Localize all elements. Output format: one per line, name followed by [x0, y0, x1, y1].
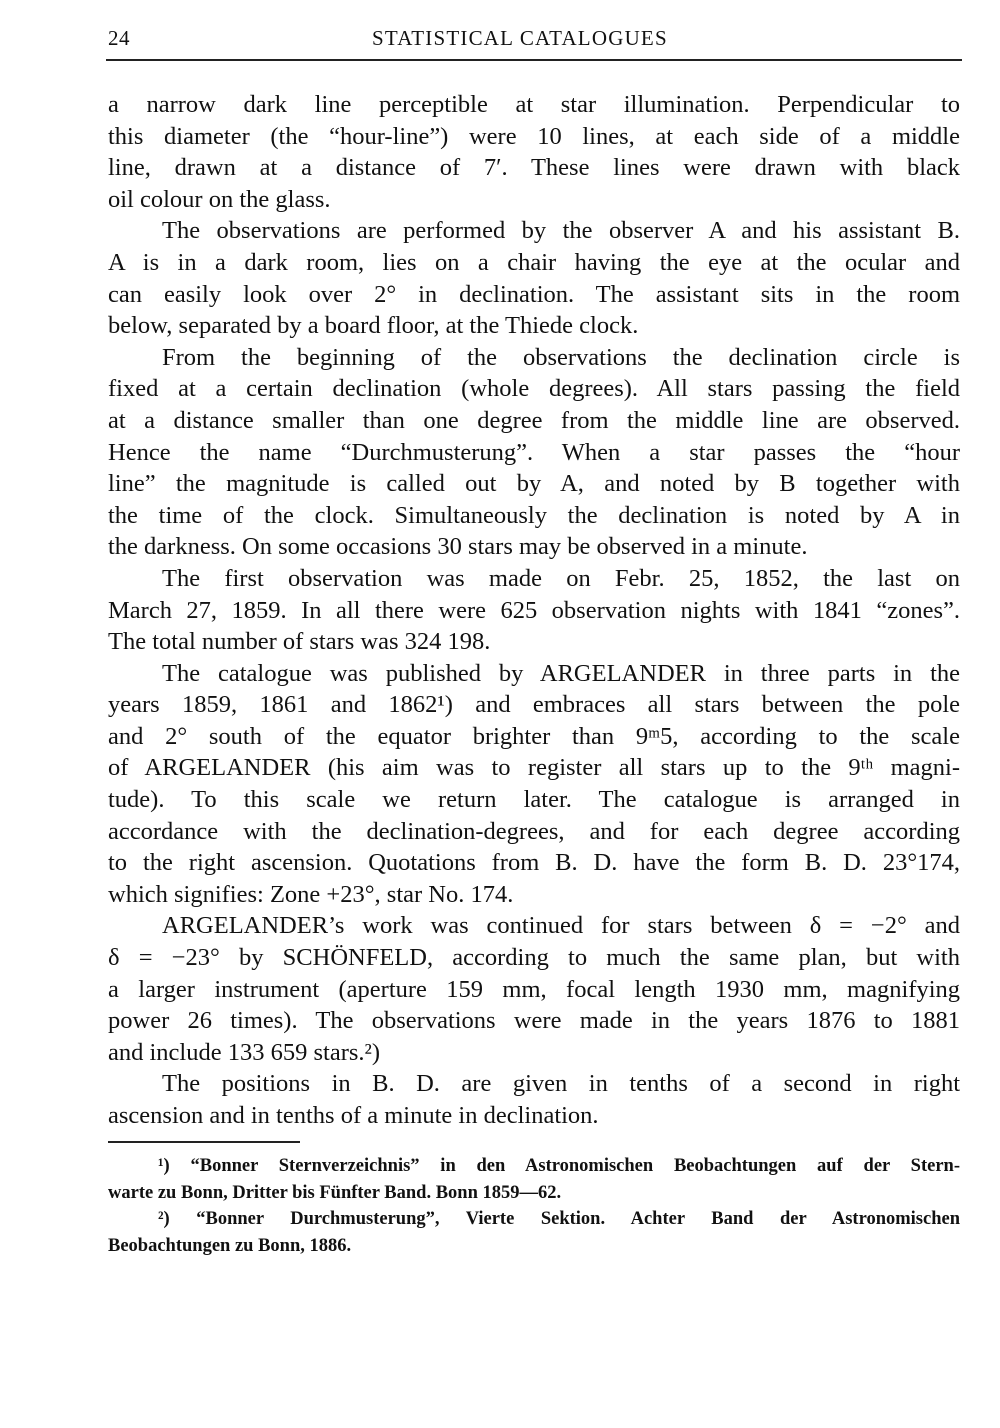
text-line: years 1859, 1861 and 1862¹) and embraces all stars between the pole — [108, 691, 960, 719]
header-rule — [106, 59, 962, 61]
footnote — [108, 1206, 960, 1259]
text-line: a larger instrument (aperture 159 mm, focal length 1930 mm, magnifying — [108, 975, 960, 1003]
text-line: The first observation was made on Febr. 25, 1852, the last on — [162, 564, 960, 592]
text-line: fixed at a certain declination (whole degrees). All stars passing the field — [108, 375, 960, 403]
text-line: the darkness. On some occasions 30 stars may be observed in a minute. — [108, 533, 808, 561]
running-head: STATISTICAL CATALOGUES — [372, 26, 668, 50]
footnote-line: ²) “Bonner Durchmusterung”, Vierte Sektion. Achter Band der Astronomischen — [158, 1209, 960, 1229]
text-line: The positions in B. D. are given in tenths of a second in right — [162, 1070, 960, 1098]
text-line: of ARGELANDER (his aim was to register all stars up to the 9ᵗʰ magni- — [108, 754, 960, 782]
text-line: to the right ascension. Quotations from B. D. have the form B. D. 23°174, — [108, 849, 960, 877]
footnote-line: Beobachtungen zu Bonn, 1886. — [108, 1235, 352, 1256]
paragraph — [108, 910, 960, 1068]
text-line: March 27, 1859. In all there were 625 observation nights with 1841 “zones”. — [108, 596, 960, 624]
text-line: line, drawn at a distance of 7′. These lines were drawn with black — [108, 154, 960, 182]
text-line: tude). To this scale we return later. The catalogue is arranged in — [108, 786, 960, 814]
footnotes — [108, 1153, 960, 1259]
text-line: accordance with the declination-degrees, and for each degree according — [108, 817, 960, 845]
paragraph — [108, 658, 960, 911]
text-line: The total number of stars was 324 198. — [108, 628, 491, 656]
text-line: which signifies: Zone +23°, star No. 174. — [108, 880, 514, 908]
text-line: δ = −23° by SCHÖNFELD, according to much the same plan, but with — [108, 944, 960, 972]
text-line: can easily look over 2° in declination. The assistant sits in the room — [108, 280, 960, 308]
footnote — [108, 1153, 960, 1206]
text-line: Hence the name “Durchmusterung”. When a star passes the “hour — [108, 438, 960, 466]
text-line: and 2° south of the equator brighter than 9ᵐ5, according to the scale — [108, 722, 960, 750]
paragraph — [108, 563, 960, 658]
text-line: The observations are performed by the observer A and his assistant B. — [162, 217, 960, 245]
text-line: line” the magnitude is called out by A, and noted by B together with — [108, 470, 960, 498]
paragraph — [108, 215, 960, 341]
text-line: From the beginning of the observations the declination circle is — [162, 343, 960, 371]
footnote-line: warte zu Bonn, Dritter bis Fünfter Band. Bonn 1859—62. — [108, 1182, 562, 1203]
page-number: 24 — [108, 26, 130, 50]
text-line: power 26 times). The observations were made in the years 1876 to 1881 — [108, 1007, 960, 1035]
text-line: the time of the clock. Simultaneously the declination is noted by A in — [108, 501, 960, 529]
text-line: ARGELANDER’s work was continued for stars between δ = −2° and — [162, 912, 960, 940]
body-text — [108, 89, 960, 1132]
text-line: below, separated by a board floor, at the Thiede clock. — [108, 312, 639, 340]
footnote-rule — [108, 1141, 300, 1143]
text-line: oil colour on the glass. — [108, 185, 331, 213]
text-line: ascension and in tenths of a minute in declination. — [108, 1102, 599, 1129]
text-line: The catalogue was published by ARGELANDER in three parts in the — [162, 659, 960, 687]
paragraph — [108, 342, 960, 563]
paragraph — [108, 1068, 960, 1131]
text-line: a narrow dark line perceptible at star illumination. Perpendicular to — [108, 91, 960, 118]
text-line: at a distance smaller than one degree from the middle line are observed. — [108, 406, 960, 434]
footnote-line: ¹) “Bonner Sternverzeichnis” in den Astronomischen Beobachtungen auf der Stern- — [158, 1156, 960, 1176]
paragraph — [108, 89, 960, 215]
text-line: and include 133 659 stars.²) — [108, 1038, 381, 1066]
text-line: this diameter (the “hour-line”) were 10 lines, at each side of a middle — [108, 122, 960, 150]
text-line: A is in a dark room, lies on a chair having the eye at the ocular and — [108, 248, 960, 276]
